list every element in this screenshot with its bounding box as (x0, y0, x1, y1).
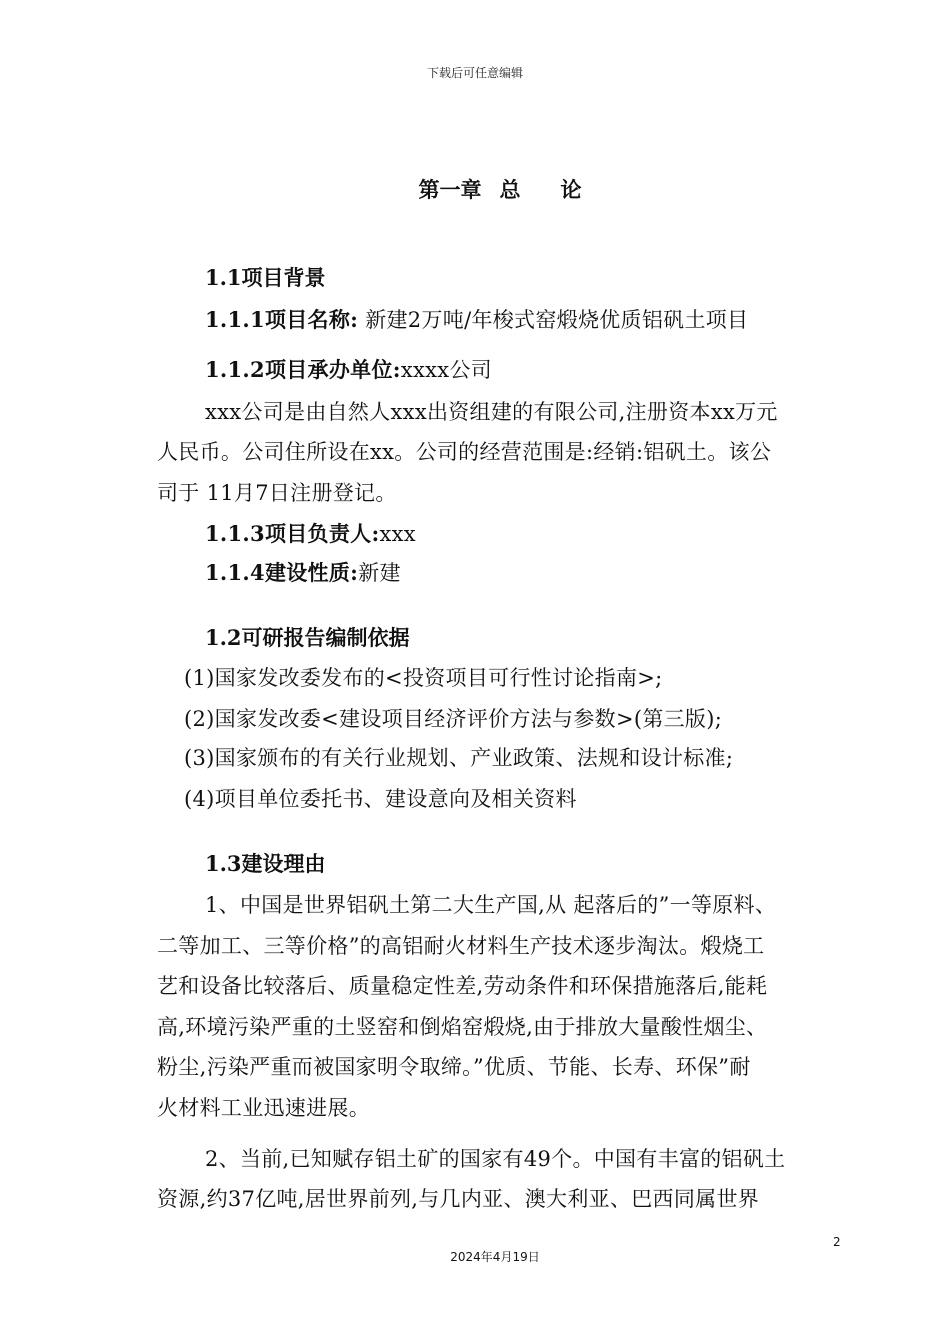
reason-1-line-2: 二等加工、三等价格”的高铝耐火材料生产技术逐步淘汰。煅烧工 (157, 934, 765, 958)
company-paragraph-line-1: xxx公司是由自然人xxx出资组建的有限公司,注册资本xx万元 (205, 400, 778, 424)
section-heading-1-2: 1.2可研报告编制依据 (205, 625, 410, 650)
project-lead-value: xxx (379, 522, 416, 546)
construction-nature-value: 新建 (358, 561, 401, 585)
company-paragraph-line-3: 司于 11月7日注册登记。 (157, 481, 397, 505)
page-number: 2 (833, 1235, 841, 1249)
reason-2-line-2: 资源,约37亿吨,居世界前列,与几内亚、澳大利亚、巴西同属世界 (157, 1187, 760, 1211)
reason-1-line-5: 粉尘,污染严重而被国家明令取缔。”优质、节能、长寿、环保”耐 (157, 1055, 751, 1079)
project-name-label: 1.1.1项目名称: (205, 307, 359, 332)
page-footer-date: 2024年4月19日 (450, 1250, 540, 1264)
project-lead-line (205, 518, 416, 548)
chapter-number: 第一章 (418, 177, 482, 202)
section-heading-1-1: 1.1项目背景 (205, 265, 326, 290)
project-sponsor-label: 1.1.2项目承办单位: (205, 357, 401, 382)
reason-1-line-3: 艺和设备比较落后、质量稳定性差,劳动条件和环保措施落后,能耗 (157, 974, 768, 998)
reason-1-line-1: 1、中国是世界铝矾土第二大生产国,从 起落后的”一等原料、 (205, 893, 777, 917)
reason-1-line-6: 火材料工业迅速进展。 (157, 1096, 370, 1120)
construction-nature-label: 1.1.4建设性质: (205, 560, 359, 585)
page-header: 下载后可任意编辑 (426, 66, 523, 80)
reason-1-line-4: 高,环境污染严重的土竖窑和倒焰窑煅烧,由于排放大量酸性烟尘、 (157, 1015, 768, 1039)
project-sponsor-line (205, 354, 492, 384)
basis-item-1: (1)国家发改委发布的<投资项目可行性讨论指南>; (184, 666, 663, 690)
chapter-word-1: 总 (499, 177, 521, 202)
project-name-value: 新建2万吨/年梭式窑煅烧优质铝矾土项目 (365, 308, 749, 332)
chapter-word-2: 论 (560, 177, 582, 202)
section-heading-1-3: 1.3建设理由 (205, 851, 326, 876)
chapter-title (0, 174, 950, 204)
basis-item-4: (4)项目单位委托书、建设意向及相关资料 (184, 787, 577, 811)
construction-nature-line (205, 557, 401, 587)
basis-item-2: (2)国家发改委<建设项目经济评价方法与参数>(第三版); (184, 707, 723, 731)
company-paragraph-line-2: 人民币。公司住所设在xx。公司的经营范围是:经销:铝矾土。该公 (157, 440, 772, 464)
project-name-line (205, 304, 748, 334)
basis-item-3: (3)国家颁布的有关行业规划、产业政策、法规和设计标准; (184, 746, 734, 770)
reason-2-line-1: 2、当前,已知赋存铝土矿的国家有49个。中国有丰富的铝矾土 (205, 1147, 786, 1171)
project-sponsor-value: xxxx公司 (400, 358, 492, 382)
project-lead-label: 1.1.3项目负责人: (205, 521, 380, 546)
